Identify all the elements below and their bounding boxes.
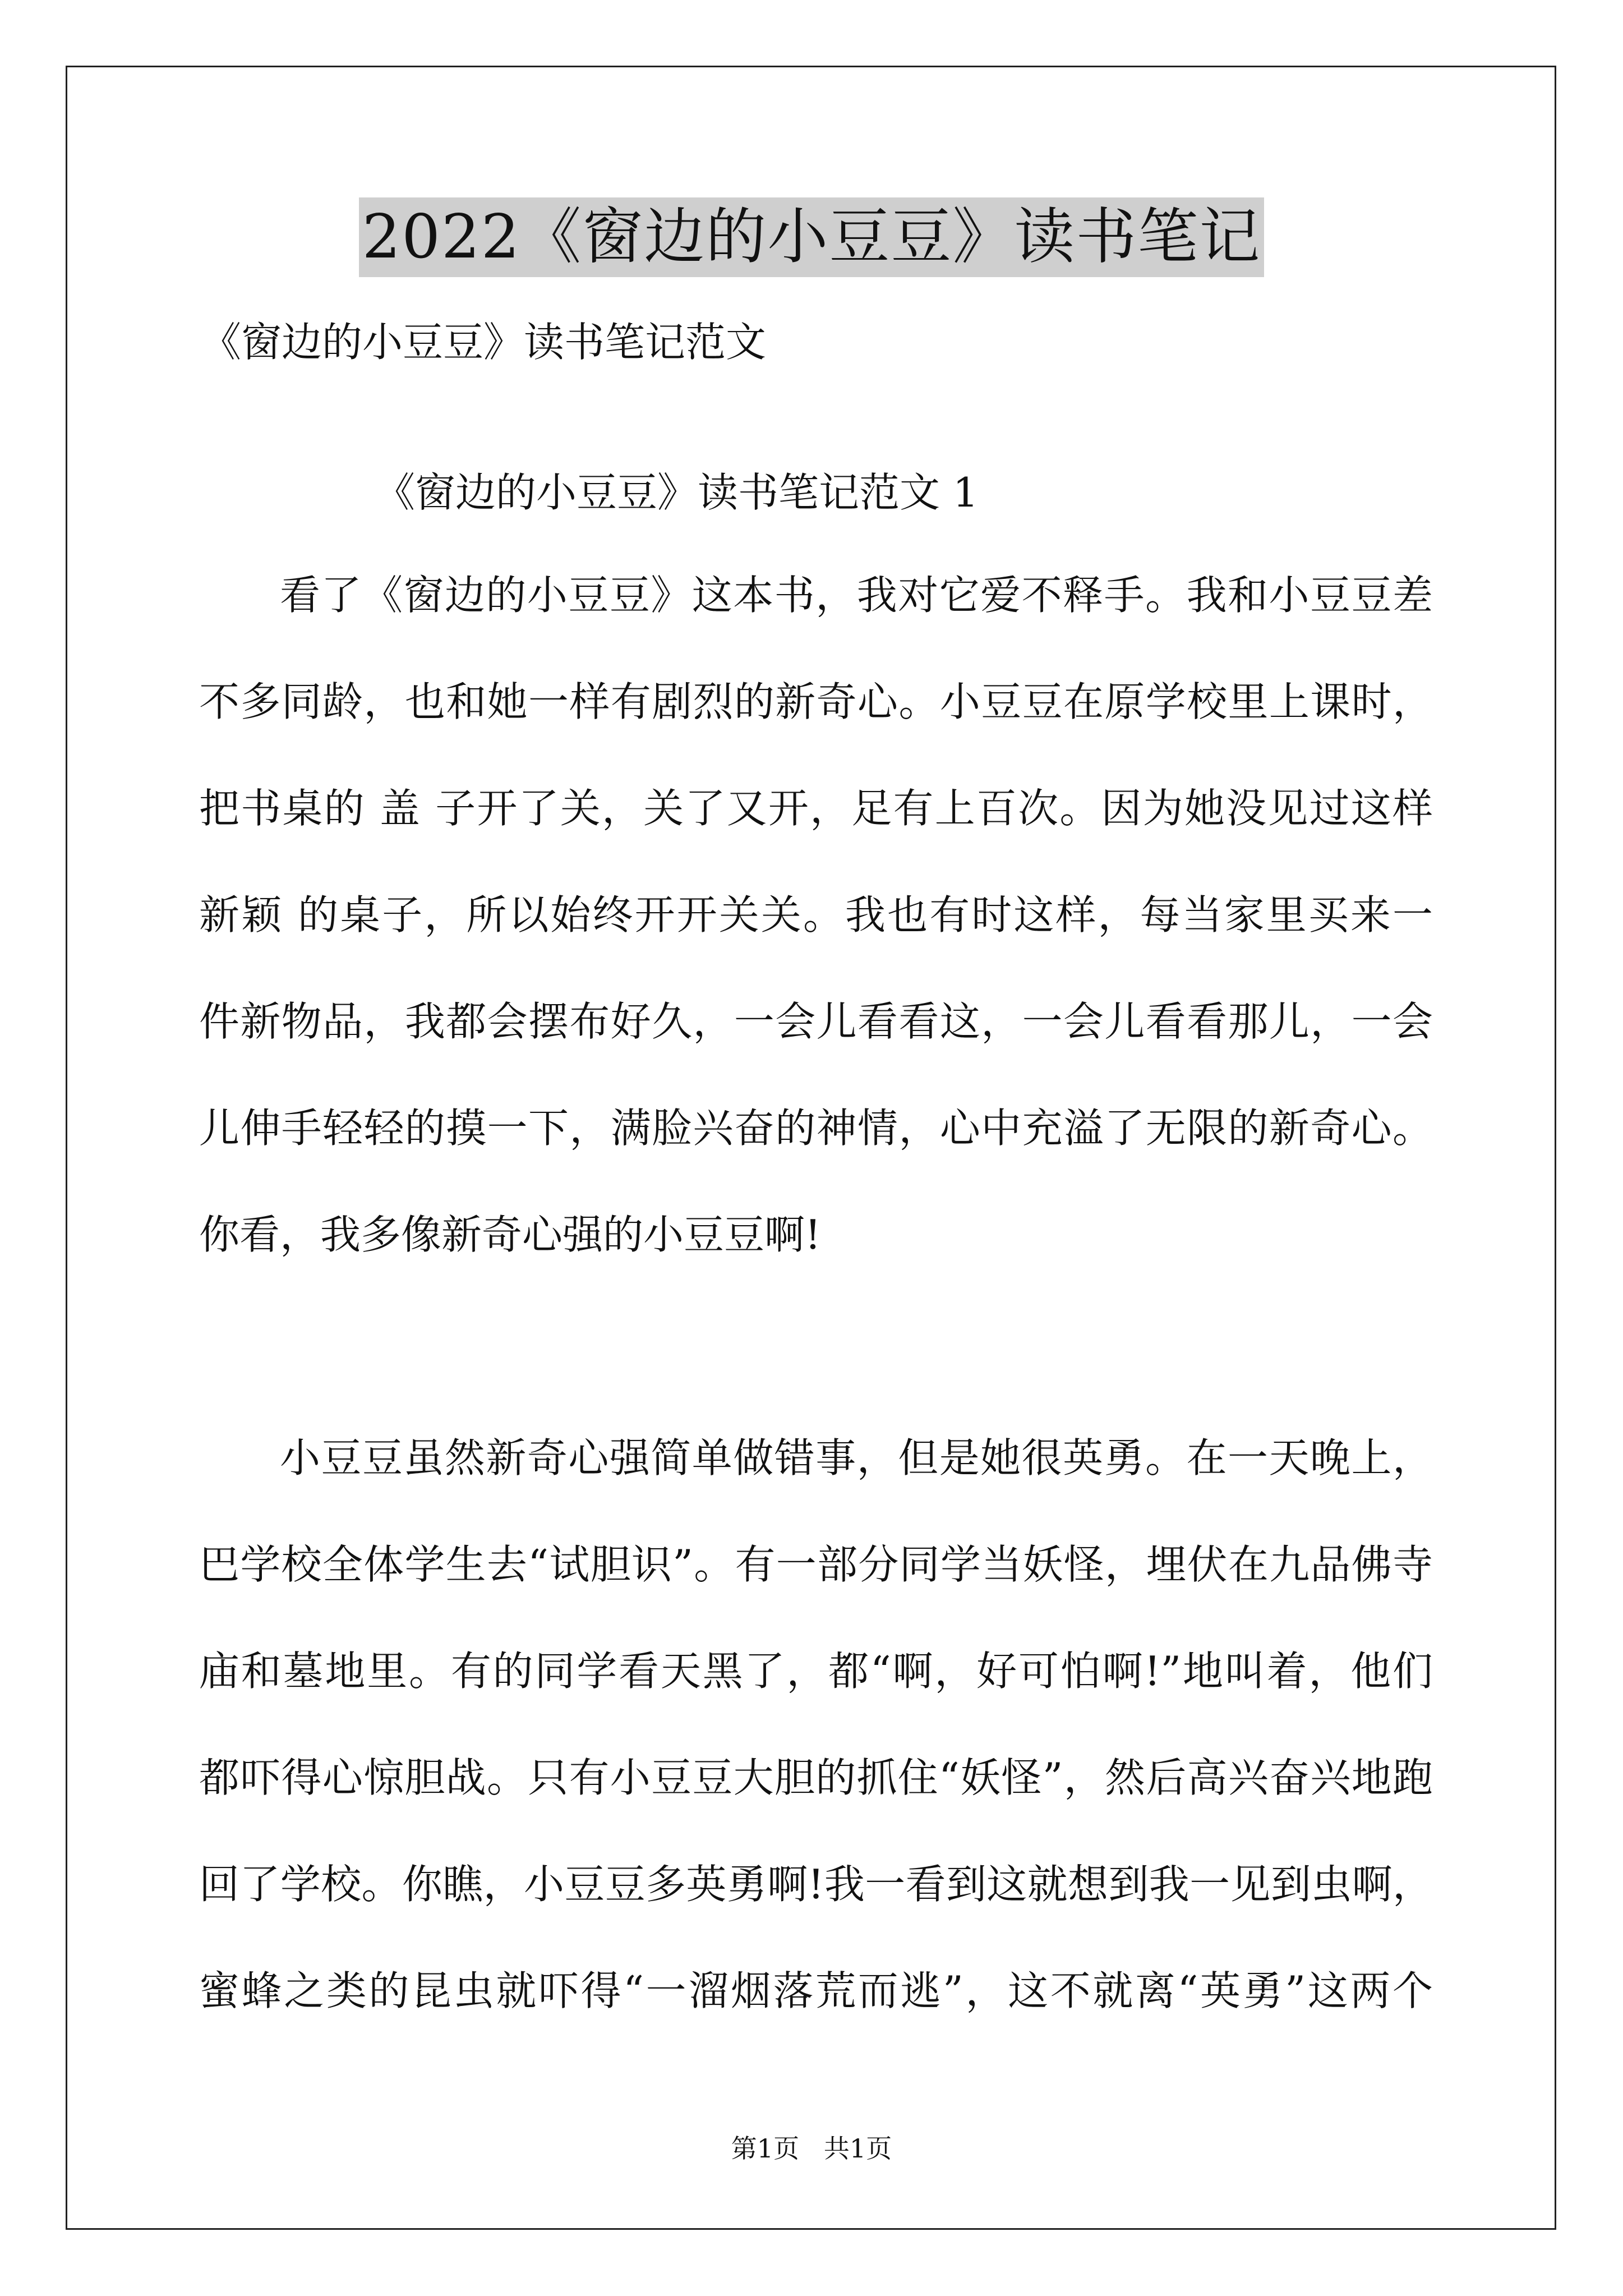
paragraph-line: 回了学校。你瞧，小豆豆多英勇啊!我一看到这就想到我一见到虫啊， bbox=[199, 1861, 1433, 1908]
document-title: 2022《窗边的小豆豆》读书笔记 bbox=[359, 197, 1265, 277]
subheading: 《窗边的小豆豆》读书笔记范文 bbox=[201, 319, 767, 366]
paragraph-line: 小豆豆虽然新奇心强简单做错事，但是她很英勇。在一天晚上， bbox=[280, 1434, 1433, 1481]
title-container bbox=[0, 197, 1623, 277]
paragraph-line: 你看，我多像新奇心强的小豆豆啊! bbox=[199, 1211, 821, 1258]
paragraph-line: 新颖 的桌子，所以始终开开关关。我也有时这样，每当家里买来一 bbox=[199, 891, 1433, 938]
paragraph-line: 都吓得心惊胆战。只有小豆豆大胆的抓住“妖怪”，然后高兴奋兴地跑 bbox=[199, 1754, 1433, 1801]
paragraph-line: 儿伸手轻轻的摸一下，满脸兴奋的神情，心中充溢了无限的新奇心。 bbox=[199, 1105, 1433, 1152]
paragraph-line: 蜜蜂之类的昆虫就吓得“一溜烟落荒而逃”，这不就离“英勇”这两个 bbox=[199, 1967, 1433, 2014]
page-number-label: 第1页 共1页 bbox=[731, 2133, 892, 2164]
page-footer bbox=[0, 2132, 1623, 2165]
section-heading: 《窗边的小豆豆》读书笔记范文 1 bbox=[375, 469, 979, 516]
paragraph-2 bbox=[199, 1405, 1433, 2044]
paragraph-line: 把书桌的 盖 子开了关，关了又开，足有上百次。因为她没见过这样 bbox=[199, 785, 1433, 832]
paragraph-line: 看了《窗边的小豆豆》这本书，我对它爱不释手。我和小豆豆差 bbox=[280, 572, 1433, 619]
paragraph-line: 件新物品，我都会摆布好久，一会儿看看这，一会儿看看那儿，一会 bbox=[199, 998, 1433, 1045]
paragraph-line: 巴学校全体学生去“试胆识”。有一部分同学当妖怪，埋伏在九品佛寺 bbox=[199, 1541, 1433, 1588]
paragraph-line: 不多同龄，也和她一样有剧烈的新奇心。小豆豆在原学校里上课时， bbox=[199, 678, 1433, 725]
paragraph-line: 庙和墓地里。有的同学看天黑了，都“啊，好可怕啊!”地叫着，他们 bbox=[199, 1648, 1433, 1695]
paragraph-1 bbox=[199, 542, 1433, 1288]
